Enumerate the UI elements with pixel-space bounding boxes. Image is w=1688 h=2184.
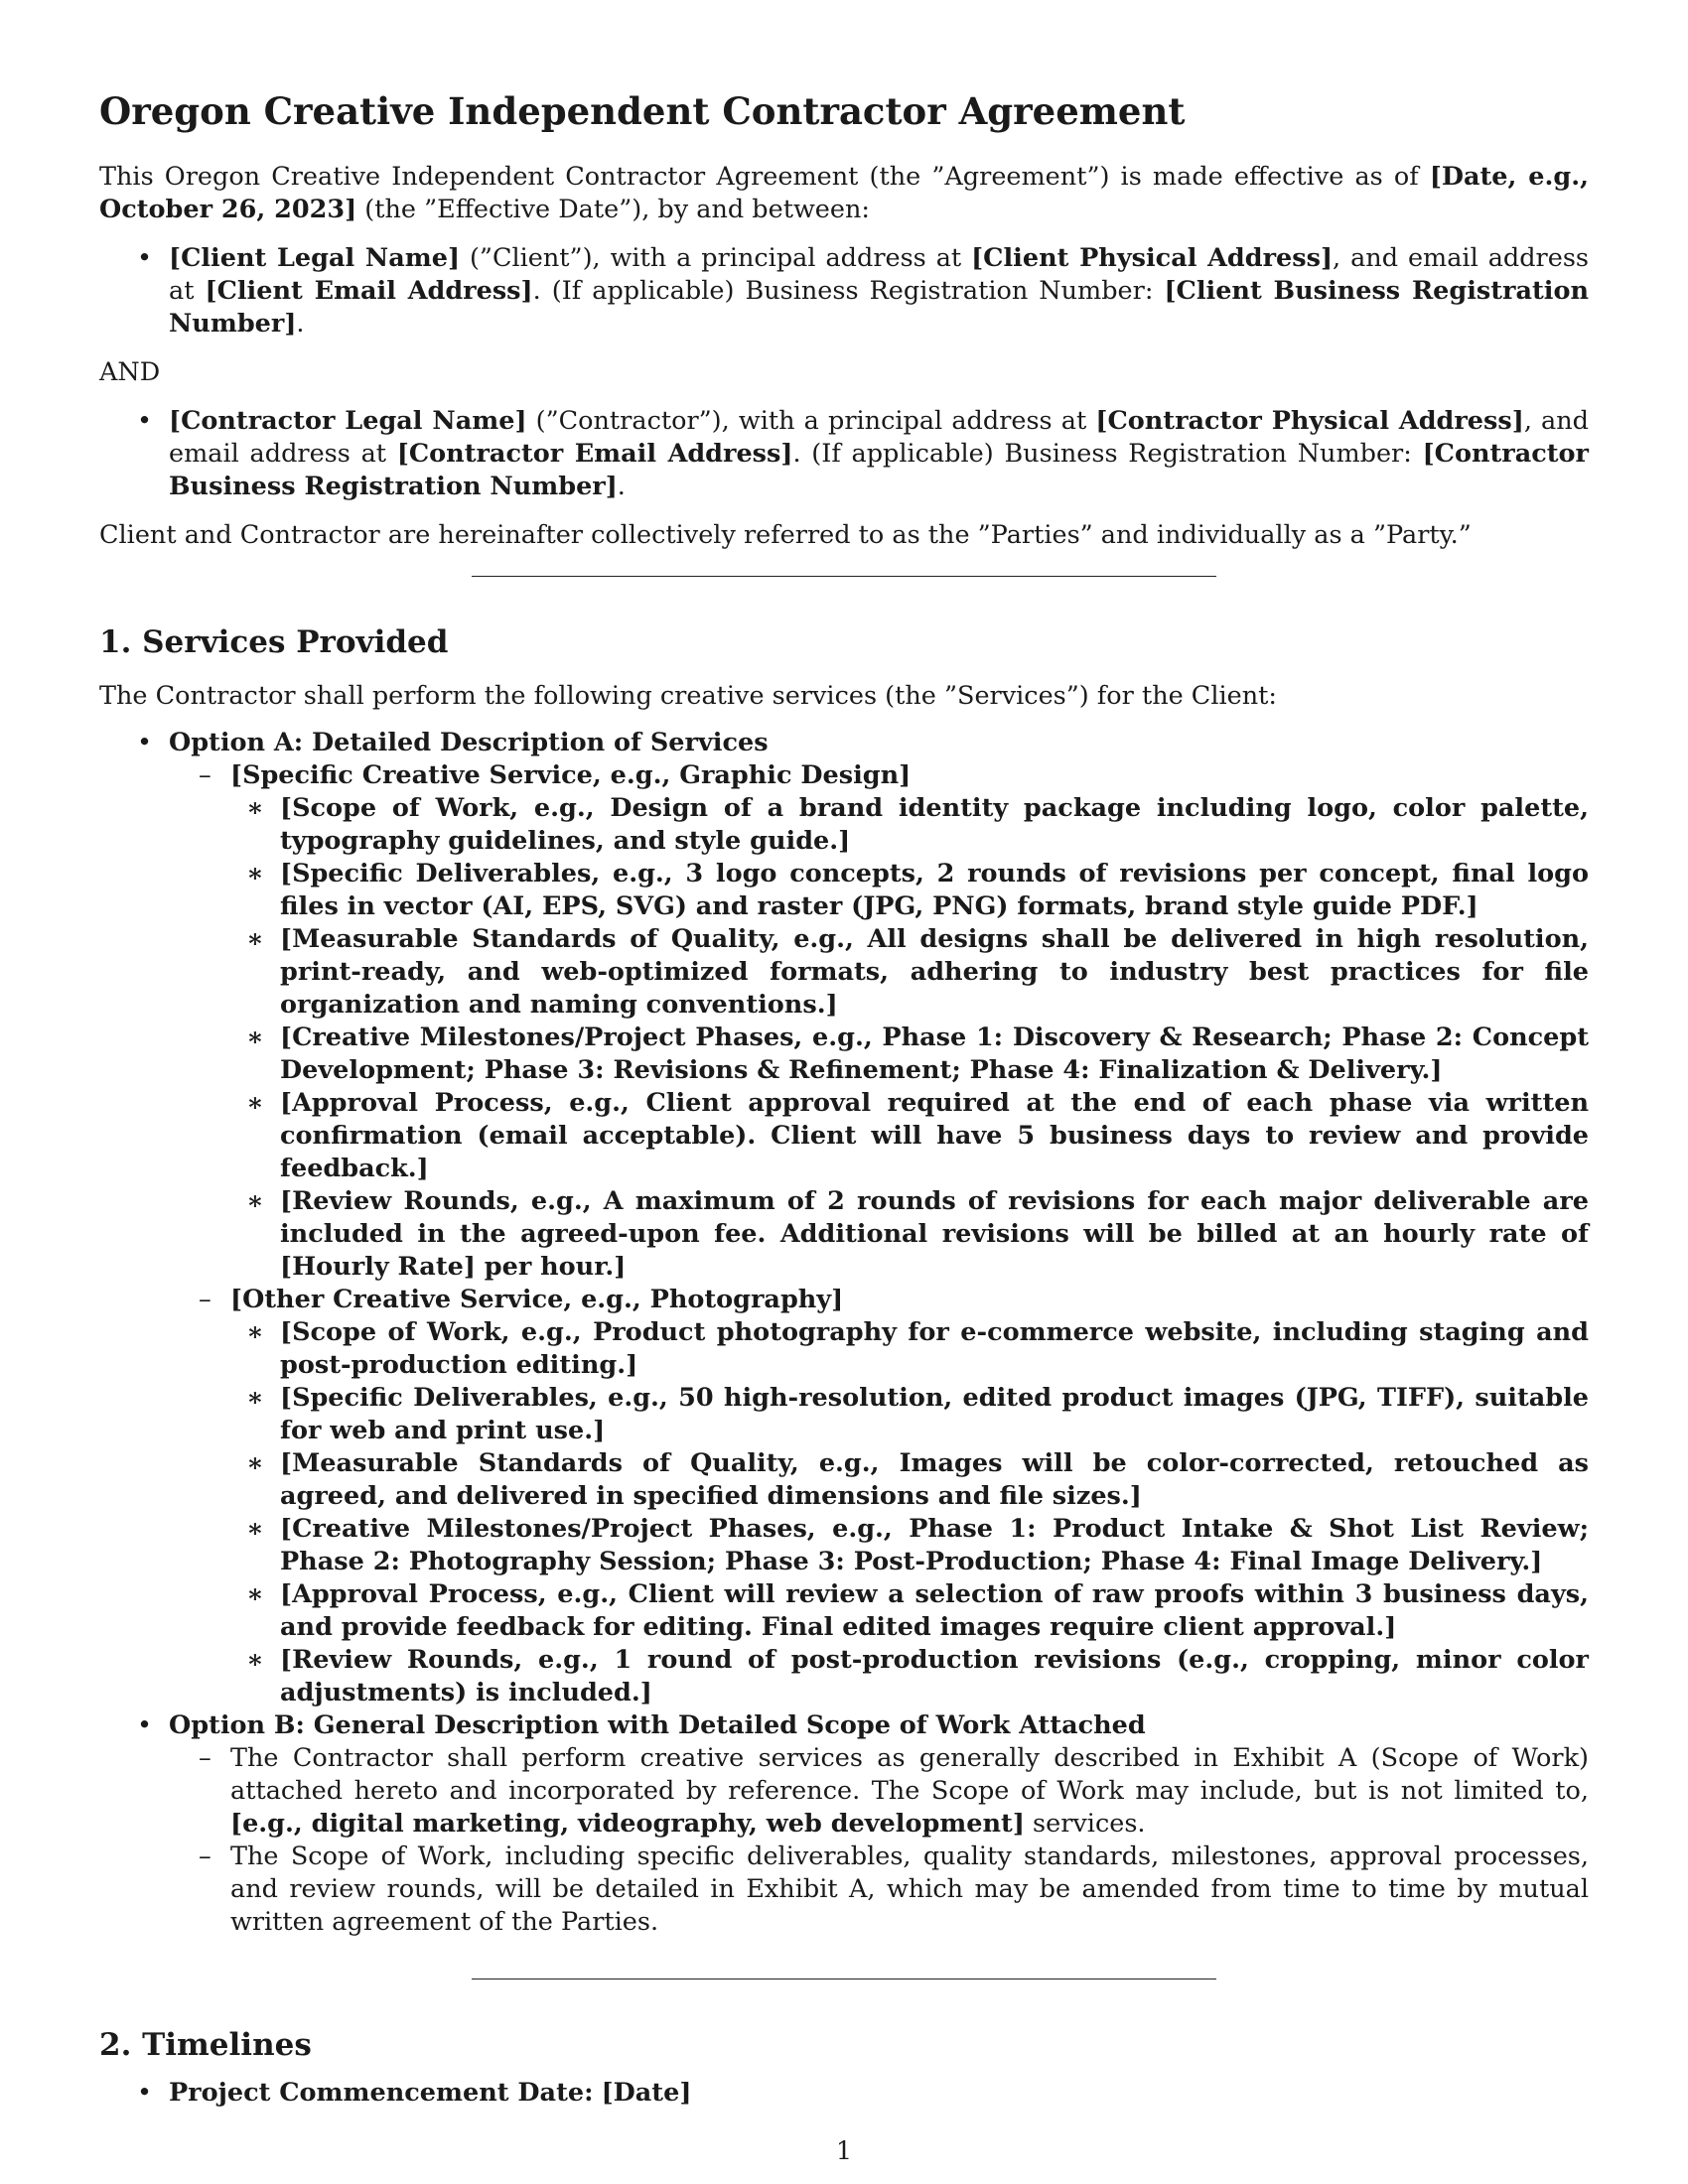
client-address-placeholder: [Client Physical Address] xyxy=(971,243,1334,273)
service-details-list xyxy=(230,1316,1589,1709)
client-email-placeholder: [Client Email Address] xyxy=(205,276,533,306)
section-2 xyxy=(99,2025,1589,2110)
list-item: ∗ [Specific Deliverables, e.g., 3 logo concepts, 2 rounds of revisions per concept, final logo files in vector (AI, EPS, SVG) and raster (JPG, PNG) formats, brand style guide PDF.] xyxy=(230,858,1589,923)
list-item: ∗ [Specific Deliverables, e.g., 50 high-resolution, edited product images (JPG, TIFF), suitable for web and print use.] xyxy=(230,1382,1589,1447)
client-text-3: . (If applicable) Business Registration Number: xyxy=(532,276,1165,306)
timelines-list xyxy=(99,2077,1589,2110)
list-item: ∗ [Measurable Standards of Quality, e.g., All designs shall be delivered in high resolution, print-ready, and web-optimized formats, adhering to industry best practices for file organization and naming conventions.] xyxy=(230,923,1589,1022)
contractor-text-3: . (If applicable) Business Registration Number: xyxy=(792,439,1423,469)
contractor-party-list xyxy=(99,405,1589,503)
option-a-item xyxy=(99,727,1589,1709)
contractor-registration-placeholder: [Contractor Business Registration Number] xyxy=(169,439,1589,501)
option-a-label: Option A: Detailed Description of Services xyxy=(169,728,769,757)
list-item xyxy=(99,2077,1589,2110)
list-item xyxy=(169,1742,1589,1841)
section-1 xyxy=(99,622,1589,1939)
list-item: ∗ [Approval Process, e.g., Client approval required at the end of each phase via written confirmation (email acceptable). Client will have 5 business days to review and provide feedback.] xyxy=(230,1087,1589,1185)
commencement-date-placeholder: [Date] xyxy=(601,2078,692,2108)
list-item: ∗ [Review Rounds, e.g., 1 round of post-production revisions (e.g., cropping, minor color adjustments) is included.] xyxy=(230,1644,1589,1709)
list-item: ∗ [Scope of Work, e.g., Design of a brand identity package including logo, color palette, typography guidelines, and style guide.] xyxy=(230,792,1589,858)
option-b-text-tail: services. xyxy=(1024,1809,1146,1839)
contractor-text-2: , and email address at xyxy=(169,406,1590,469)
client-text-4: . xyxy=(296,309,305,339)
client-name-placeholder: [Client Legal Name] xyxy=(169,243,461,273)
list-item: ∗ [Approval Process, e.g., Client will review a selection of raw proofs within 3 business days, and provide feedback for editing. Final edited images require client approval.] xyxy=(230,1578,1589,1644)
list-item: ∗ [Scope of Work, e.g., Product photography for e-commerce website, including staging and post-production editing.] xyxy=(230,1316,1589,1382)
option-b-examples-placeholder: [e.g., digital marketing, videography, web development] xyxy=(230,1809,1025,1839)
service-details-list xyxy=(230,792,1589,1284)
section-1-intro: The Contractor shall perform the following creative services (the ”Services”) for the Client: xyxy=(99,681,1277,711)
option-b-item xyxy=(99,1709,1589,1939)
section-1-heading: 1. Services Provided xyxy=(99,624,449,660)
list-item: ∗ [Review Rounds, e.g., A maximum of 2 rounds of revisions for each major deliverable are included in the agreed-upon fee. Additional revisions will be billed at an hourly rate of [Hourly Rate] per hour.] xyxy=(230,1185,1589,1284)
horizontal-rule xyxy=(472,576,1216,577)
service-title: [Specific Creative Service, e.g., Graphic Design] xyxy=(230,760,912,790)
list-item: – The Scope of Work, including specific deliverables, quality standards, milestones, approval processes, and review rounds, will be detailed in Exhibit A, which may be amended from time to time by mutual written agreement of the Parties. xyxy=(169,1841,1589,1939)
contractor-address-placeholder: [Contractor Physical Address] xyxy=(1095,406,1524,436)
effective-date-placeholder: [Date, e.g., October 26, 2023] xyxy=(99,162,1589,224)
document-page xyxy=(99,87,1589,2110)
parties-definition: Client and Contractor are hereinafter collectively referred to as the ”Parties” and individually as a ”Party.” xyxy=(99,520,1472,550)
intro-lead-text: This Oregon Creative Independent Contractor Agreement (the ”Agreement”) is made effective as of xyxy=(99,162,1430,192)
option-b-label: Option B: General Description with Detailed Scope of Work Attached xyxy=(169,1710,1146,1740)
option-a-services xyxy=(169,759,1589,1709)
client-party-item xyxy=(99,242,1589,341)
and-separator: AND xyxy=(99,357,161,387)
intro-tail-text: (the ”Effective Date”), by and between: xyxy=(356,195,870,224)
contractor-party-item xyxy=(99,405,1589,503)
option-b-text: The Contractor shall perform creative services as generally described in Exhibit A (Scope of Work) attached hereto and incorporated by reference. The Scope of Work may include, but is not limited to, xyxy=(230,1743,1589,1806)
list-item: ∗ [Creative Milestones/Project Phases, e.g., Phase 1: Product Intake & Shot List Review; Phase 2: Photography Session; Phase 3: Post-Production; Phase 4: Final Image Delivery.] xyxy=(230,1513,1589,1578)
page-number: 1 xyxy=(835,2136,853,2166)
section-2-heading: 2. Timelines xyxy=(99,2027,312,2063)
contractor-text-4: . xyxy=(617,472,626,501)
client-party-list xyxy=(99,242,1589,341)
contractor-name-placeholder: [Contractor Legal Name] xyxy=(169,406,527,436)
commencement-label: Project Commencement Date: xyxy=(169,2078,594,2108)
list-item: ∗ [Measurable Standards of Quality, e.g., Images will be color-corrected, retouched as agreed, and delivered in specified dimensions and file sizes.] xyxy=(230,1447,1589,1513)
client-text-1: (”Client”), with a principal address at xyxy=(460,243,972,273)
service-photography xyxy=(169,1284,1589,1709)
list-item: ∗ [Creative Milestones/Project Phases, e.g., Phase 1: Discovery & Research; Phase 2: Concept Development; Phase 3: Revisions & Refinement; Phase 4: Finalization & Delivery.] xyxy=(230,1022,1589,1087)
intro-paragraph xyxy=(99,161,1589,226)
service-title: [Other Creative Service, e.g., Photography] xyxy=(230,1285,844,1314)
document-title: Oregon Creative Independent Contractor Agreement xyxy=(99,89,1186,133)
contractor-email-placeholder: [Contractor Email Address] xyxy=(396,439,793,469)
contractor-text-1: (”Contractor”), with a principal address at xyxy=(526,406,1096,436)
client-text-2: , and email address at xyxy=(169,243,1589,306)
option-b-details xyxy=(169,1742,1589,1939)
service-graphic-design xyxy=(169,759,1589,1284)
client-registration-placeholder: [Client Business Registration Number] xyxy=(169,276,1590,339)
services-options-list xyxy=(99,727,1589,1939)
